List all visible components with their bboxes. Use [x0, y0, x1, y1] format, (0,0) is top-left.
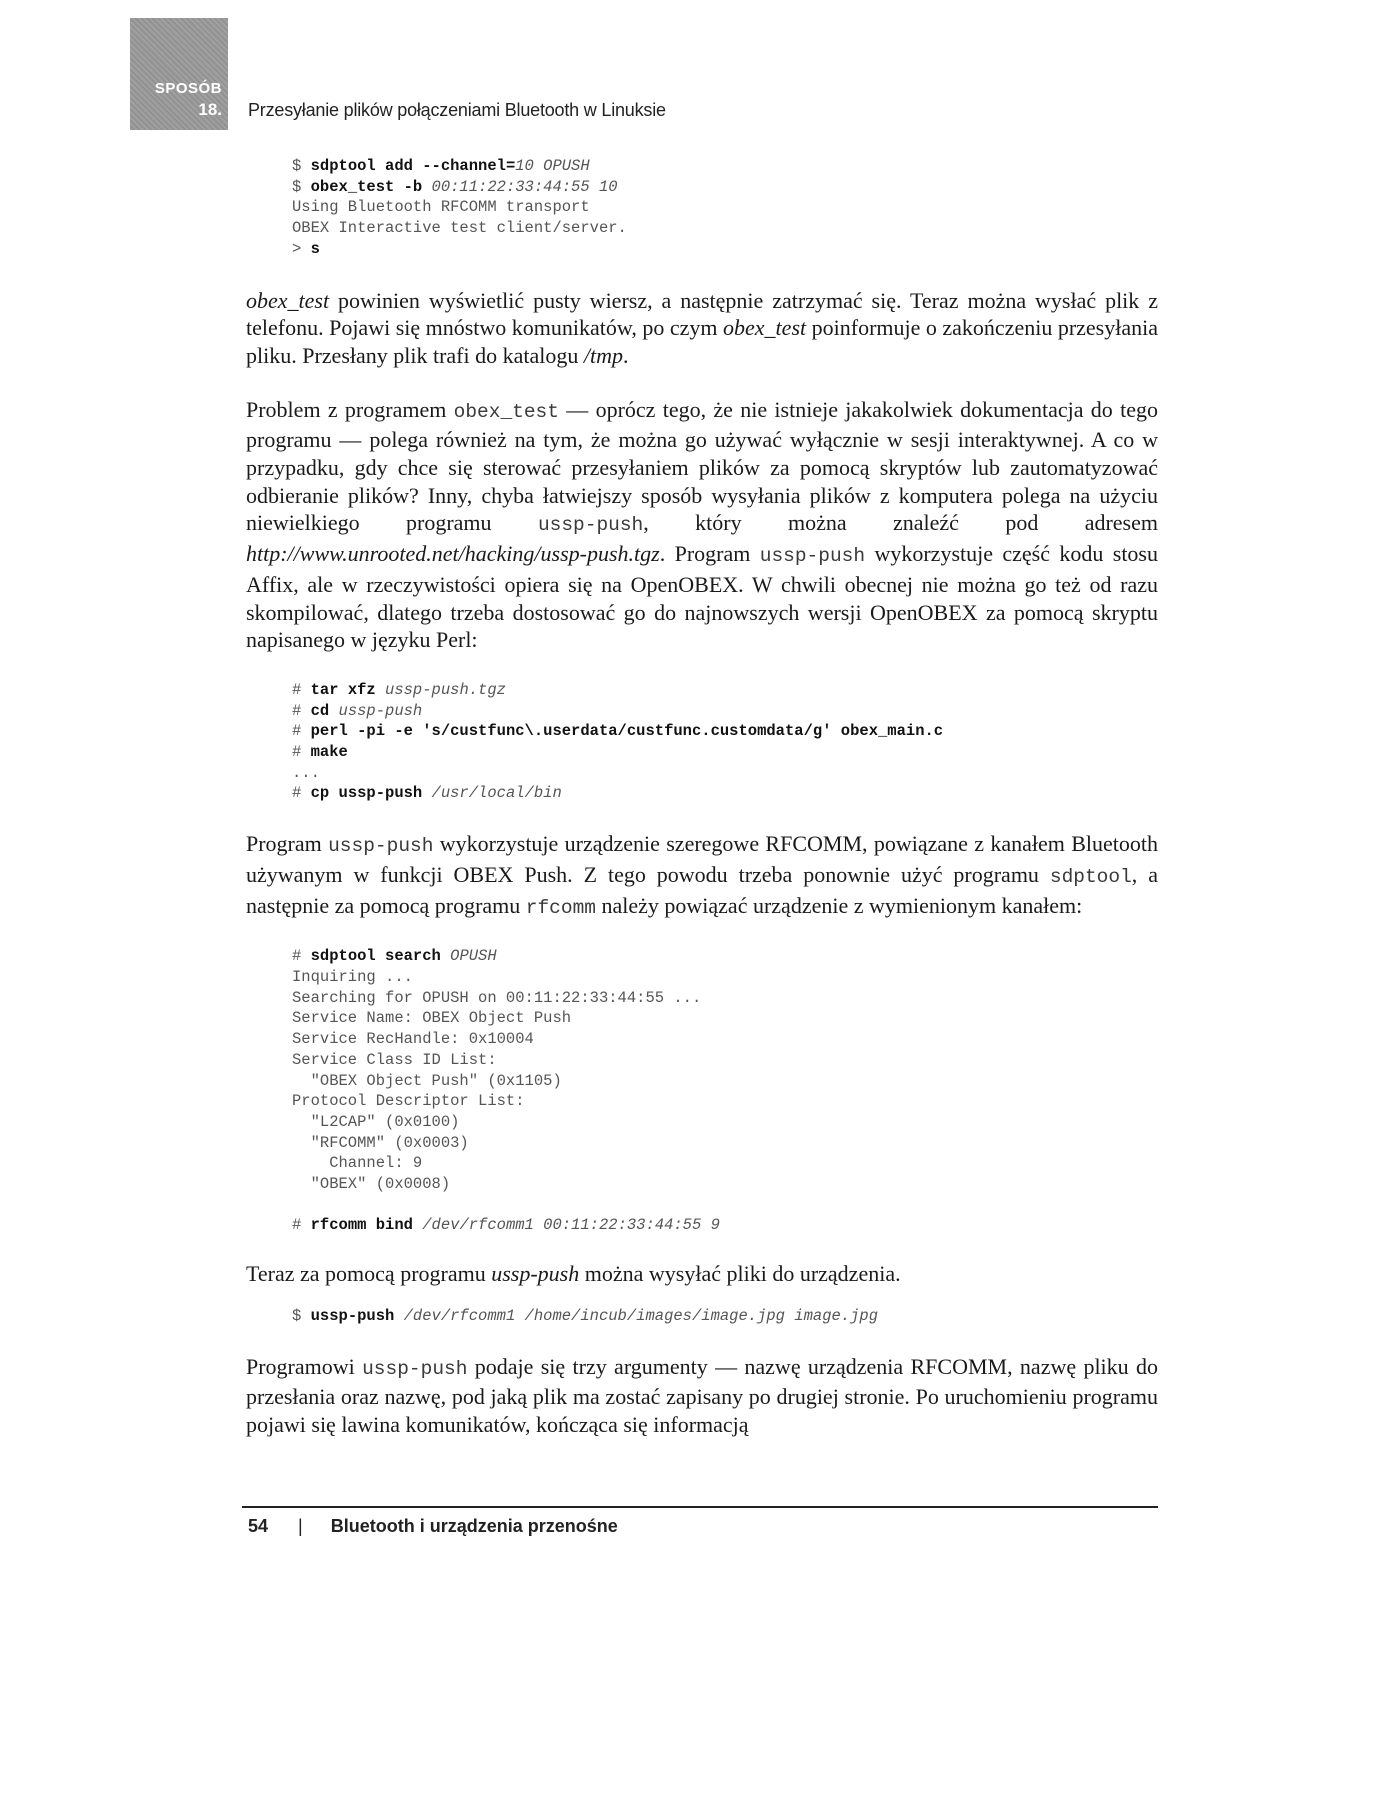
text-run: poinformuje o zakończeniu przesyłania pliku. Przesłany plik trafi do katalogu — [246, 315, 1158, 368]
code-token: Using Bluetooth RFCOMM transport — [292, 198, 590, 217]
text-run: Problem z programem — [246, 396, 454, 422]
code-token: sdptool search — [310, 947, 451, 966]
text-run: ussp-push — [362, 1357, 468, 1380]
running-title: Przesyłanie plików połączeniami Bluetooth w Linuksie — [248, 100, 666, 120]
code-line — [292, 989, 701, 1007]
text-run: można wysyłać pliki do urządzenia. — [579, 1261, 901, 1287]
text-run: . — [623, 342, 629, 368]
code-token: $ — [292, 177, 311, 196]
book-title: Bluetooth i urządzenia przenośne — [330, 1516, 618, 1536]
code-token: Service Name: OBEX Object Push — [292, 1009, 572, 1028]
code-token: # — [292, 701, 311, 720]
code-token: cd — [310, 701, 339, 720]
code-line — [292, 1092, 525, 1110]
code-token: tar xfz — [310, 680, 386, 699]
text-run: Teraz za pomocą programu — [246, 1261, 492, 1287]
text-run: . Program — [659, 541, 760, 567]
code-line — [292, 743, 348, 761]
code-line — [292, 1009, 571, 1027]
code-token: ussp-push — [310, 1306, 404, 1325]
code-line — [292, 219, 627, 237]
code-line — [292, 1113, 459, 1131]
code-line — [292, 764, 320, 782]
page-number: 54 — [248, 1516, 269, 1536]
text-run: , a następnie za pomocą programu — [246, 861, 1158, 918]
paragraph-arguments — [246, 1353, 1158, 1439]
code-token: # — [292, 1216, 311, 1235]
code-token: cp ussp-push — [310, 784, 432, 803]
code-line — [292, 240, 320, 258]
code-token: Inquiring ... — [292, 967, 413, 986]
code-block-build — [246, 680, 1158, 804]
page-footer — [248, 1516, 618, 1537]
text-run: ussp-push — [759, 545, 866, 568]
chapter-tab-label: SPOSÓB — [154, 80, 222, 97]
text-run: , który można znaleźć pod adresem — [643, 510, 1158, 536]
code-token: # — [292, 784, 311, 803]
code-token: "OBEX" (0x0008) — [292, 1175, 451, 1194]
code-token: OPUSH — [450, 947, 497, 966]
code-line — [292, 1051, 497, 1069]
code-line — [292, 1030, 534, 1048]
code-line — [292, 702, 422, 720]
code-block-ussp-push — [246, 1306, 1158, 1327]
code-token: ussp-push — [338, 701, 423, 720]
code-token: sdptool add --channel= — [310, 157, 516, 175]
code-token: "OBEX Object Push" (0x1105) — [292, 1071, 562, 1090]
code-line — [292, 1307, 878, 1325]
text-run: należy powiązać urządzenie z wymienionym kanałem: — [596, 892, 1083, 918]
text-run: /tmp — [583, 342, 623, 368]
code-token: # — [292, 947, 311, 966]
code-block-obex-test — [246, 156, 1158, 260]
text-run: ussp-push — [537, 514, 644, 537]
code-line — [292, 178, 618, 196]
code-line — [292, 1072, 562, 1090]
text-run: Program — [246, 831, 329, 857]
code-line — [292, 198, 590, 216]
text-run: ussp-push — [328, 835, 434, 858]
code-token: /dev/rfcomm1 /home/incub/images/image.jpg image.jpg — [403, 1306, 879, 1325]
text-run: wykorzystuje część kodu stosu Affix, ale w rzeczywistości opiera się na OpenOBEX. W chwili obecnej nie można go też od razu skompilować, dlatego trzeba dostosować go do najnowszych wersji OpenOBEX za pomocą skryptu napisanego w języku Perl: — [246, 541, 1158, 653]
code-token: # — [292, 722, 311, 741]
code-token: perl -pi -e 's/custfunc\.userdata/custfunc.customdata/g' obex_main.c — [310, 722, 944, 741]
code-token: > — [292, 239, 311, 258]
chapter-tab-number: 18. — [198, 100, 222, 119]
text-run: obex_test — [246, 287, 330, 313]
code-token: make — [310, 743, 348, 762]
code-token: 00:11:22:33:44:55 10 — [431, 177, 618, 196]
chapter-tab — [130, 18, 228, 130]
code-token: Protocol Descriptor List: — [292, 1092, 525, 1111]
code-line — [292, 722, 943, 740]
code-line — [292, 1134, 469, 1152]
code-line — [292, 157, 590, 175]
text-run: podaje się trzy argumenty — nazwę urządzenia RFCOMM, nazwę pliku do przesłania oraz nazwę, pod jaką plik ma zostać zapisany po drugiej stronie. Po uruchomieniu programu pojawi się lawina komunikatów, kończąca się informacją — [246, 1353, 1158, 1437]
text-run: http://www.unrooted.net/hacking/ussp-push.tgz — [246, 541, 660, 567]
text-run: obex_test — [723, 315, 807, 341]
code-token: "L2CAP" (0x0100) — [292, 1112, 460, 1131]
code-line — [292, 947, 497, 965]
code-token: # — [292, 743, 311, 762]
code-token: rfcomm bind — [310, 1216, 423, 1235]
page-content — [246, 156, 1158, 1439]
code-token: $ — [292, 1306, 311, 1325]
text-run: wykorzystuje urządzenie szeregowe RFCOMM, powiązane z kanałem Bluetooth używanym w funkcji OBEX Push. Z tego powodu trzeba ponownie użyć programu — [246, 831, 1158, 887]
code-block-sdptool-search — [246, 946, 1158, 1236]
footer-separator: | — [298, 1516, 303, 1536]
text-run: ussp-push — [491, 1261, 580, 1287]
paragraph-send-files — [246, 1260, 1158, 1288]
code-line — [292, 1175, 450, 1193]
text-run: — oprócz tego, że nie istnieje jakakolwiek dokumentacja do tego programu — polega również na tym, że można go używać wyłącznie w sesji interaktywnej. A co w przypadku, gdy chce się sterować przesyłaniem plików za pomocą skryptów lub zautomatyzować odbieranie plików? Inny, chyba łatwiejszy sposób wysyłania plików z komputera polega na użyciu niewielkiego programu — [246, 396, 1158, 536]
code-token: # — [292, 680, 311, 699]
code-line — [292, 1216, 720, 1234]
paragraph-rfcomm — [246, 830, 1158, 922]
code-token: obex_test -b — [310, 177, 432, 196]
code-token: Service RecHandle: 0x10004 — [292, 1030, 534, 1049]
paragraph-obex-test — [246, 287, 1158, 370]
code-line — [292, 681, 506, 699]
code-token: OBEX Interactive test client/server. — [292, 219, 627, 238]
code-token: ... — [292, 763, 320, 782]
code-token: Channel: 9 — [292, 1154, 423, 1173]
code-token: /usr/local/bin — [431, 784, 562, 803]
code-token: s — [310, 239, 320, 258]
code-token: Searching for OPUSH on 00:11:22:33:44:55 ... — [292, 988, 702, 1007]
code-token: 10 OPUSH — [515, 157, 590, 175]
footer-rule — [242, 1506, 1158, 1508]
text-run: sdptool — [1049, 865, 1132, 888]
code-token: /dev/rfcomm1 00:11:22:33:44:55 9 — [422, 1216, 720, 1235]
text-run: Programowi — [246, 1353, 363, 1379]
text-run: rfcomm — [525, 896, 596, 919]
text-run: powinien wyświetlić pusty wiersz, a następnie zatrzymać się. Teraz można wysłać plik z telefonu. Pojawi się mnóstwo komunikatów, po czym — [246, 287, 1158, 341]
code-line — [292, 968, 413, 986]
code-line — [292, 1154, 422, 1172]
paragraph-ussp-push — [246, 396, 1158, 654]
text-run: obex_test — [453, 400, 559, 423]
code-line — [292, 784, 562, 802]
code-token: "RFCOMM" (0x0003) — [292, 1133, 469, 1152]
code-token: ussp-push.tgz — [385, 680, 506, 699]
code-token: Service Class ID List: — [292, 1050, 497, 1069]
code-token: $ — [292, 157, 311, 175]
